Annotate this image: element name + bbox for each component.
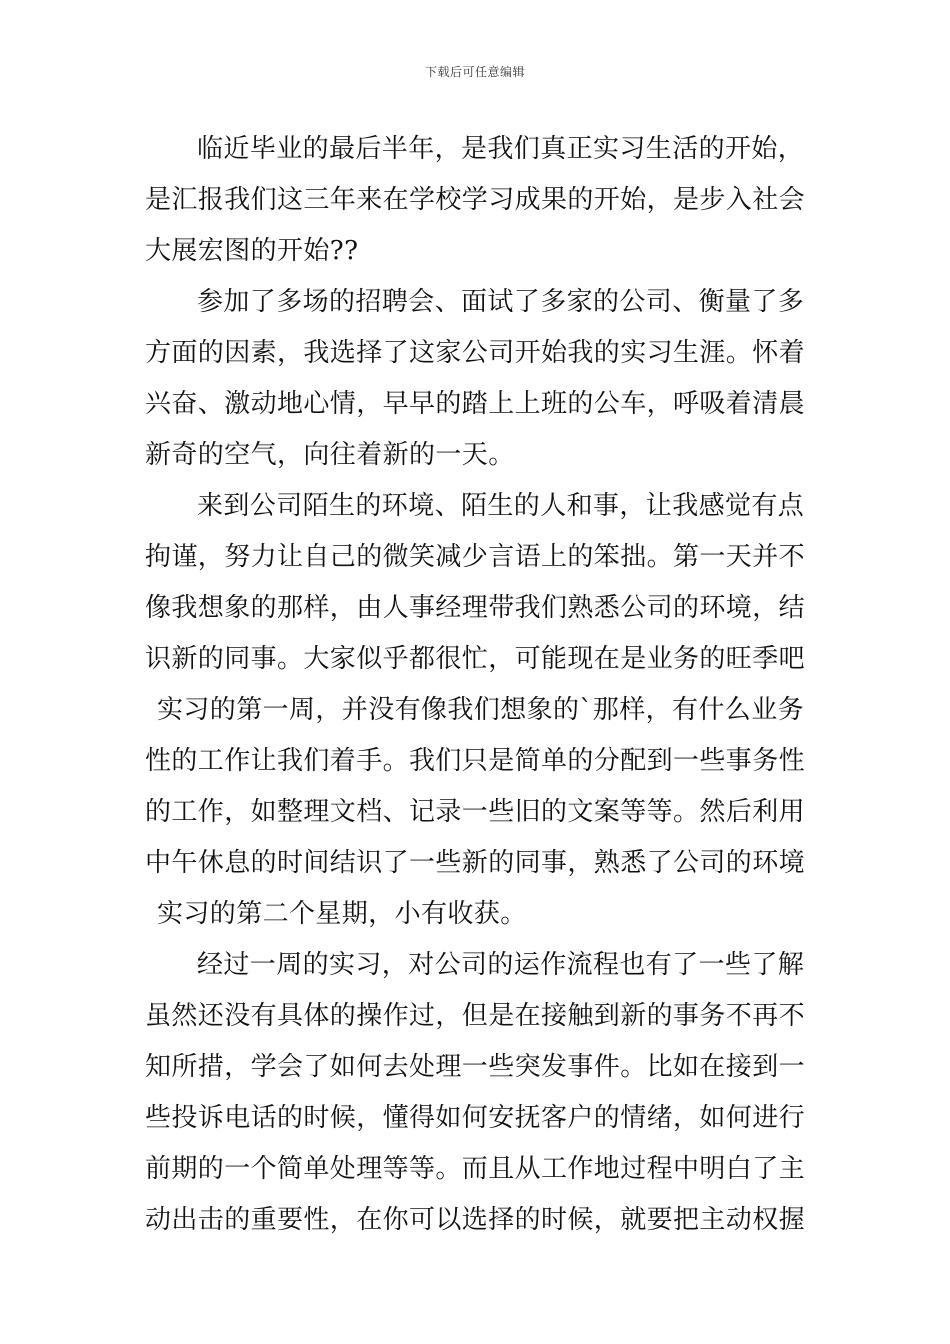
text-line-18: 虽然还没有具体的操作过，但是在接触到新的事务不再不 — [145, 1001, 806, 1031]
page-header: 下载后可任意编辑 — [424, 65, 525, 79]
text-line-7: 新奇的空气，向往着新的一天。 — [145, 440, 515, 470]
document-body — [145, 124, 807, 1246]
text-line-2: 是汇报我们这三年来在学校学习成果的开始，是步入社会 — [145, 185, 806, 215]
text-line-9: 拘谨，努力让自己的微笑减少言语上的笨拙。第一天并不 — [145, 542, 806, 572]
text-line-10: 像我想象的那样，由人事经理带我们熟悉公司的环境，结 — [145, 593, 806, 623]
text-line-16: 实习的第二个星期，小有收获。 — [157, 899, 527, 929]
text-line-5: 方面的因素，我选择了这家公司开始我的实习生涯。怀着 — [145, 338, 806, 368]
text-line-12: 实习的第一周，并没有像我们想象的`那样，有什么业务 — [157, 695, 805, 725]
text-line-3: 大展宏图的开始?? — [145, 236, 359, 266]
text-line-22: 动出击的重要性，在你可以选择的时候，就要把主动权握 — [145, 1205, 806, 1235]
text-line-15: 中午休息的时间结识了一些新的同事，熟悉了公司的环境 — [145, 848, 806, 878]
text-line-20: 些投诉电话的时候，懂得如何安抚客户的情绪，如何进行 — [145, 1103, 806, 1133]
text-line-13: 性的工作让我们着手。我们只是简单的分配到一些事务性 — [145, 746, 806, 776]
text-line-6: 兴奋、激动地心情，早早的踏上上班的公车，呼吸着清晨 — [145, 389, 806, 419]
text-line-4: 参加了多场的招聘会、面试了多家的公司、衡量了多 — [197, 287, 805, 317]
text-line-11: 识新的同事。大家似乎都很忙，可能现在是业务的旺季吧 — [145, 644, 806, 674]
text-line-1: 临近毕业的最后半年，是我们真正实习生活的开始， — [197, 134, 805, 164]
text-line-19: 知所措，学会了如何去处理一些突发事件。比如在接到一 — [145, 1052, 806, 1082]
text-line-8: 来到公司陌生的环境、陌生的人和事，让我感觉有点 — [197, 491, 805, 521]
text-line-17: 经过一周的实习，对公司的运作流程也有了一些了解 — [197, 950, 805, 980]
text-line-21: 前期的一个简单处理等等。而且从工作地过程中明白了主 — [145, 1154, 806, 1184]
text-line-14: 的工作，如整理文档、记录一些旧的文案等等。然后利用 — [145, 797, 806, 827]
